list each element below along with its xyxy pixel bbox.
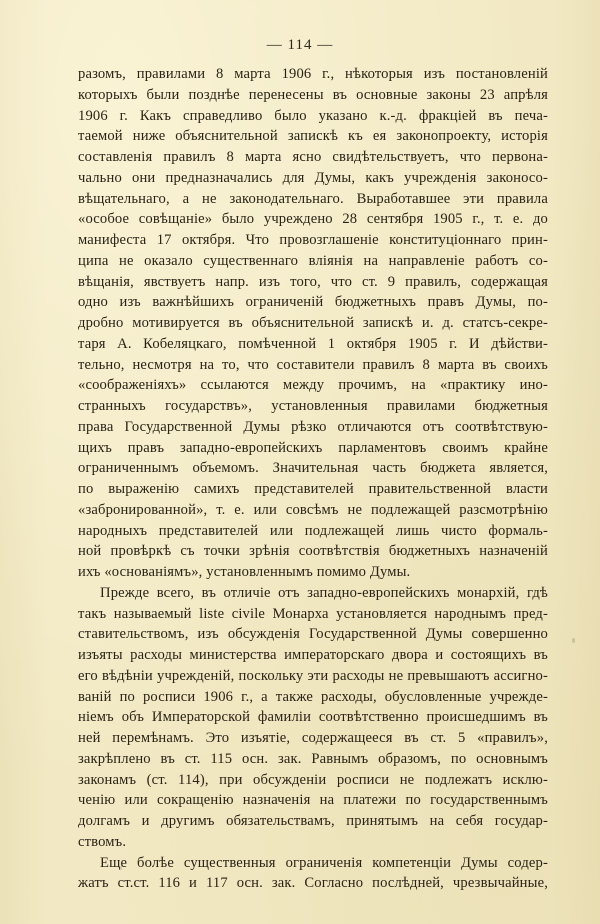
text-line: одно изъ важнѣйшихъ ограниченій бюджетныхъ правъ Думы, по- (78, 294, 548, 311)
paper-speck (120, 866, 122, 870)
text-line: «забронированной», т. е. или совсѣмъ не подлежащей разсмотрѣнію (78, 501, 548, 518)
text-line: такъ называемый liste civile Монарха установляется народнымъ пред- (78, 605, 548, 622)
text-line: составленія правилъ 8 марта ясно свидѣтельствуетъ, что первона- (78, 149, 548, 165)
text-line: народныхъ представителей или подлежащей лишь чисто формаль- (78, 522, 548, 539)
page-number: — 114 — (266, 37, 334, 53)
text-line: ваній по росписи 1906 г., а также расходы, обусловленные учрежде- (78, 688, 548, 705)
text-line: чально они предназначались для Думы, какъ учрежденія законосо- (78, 169, 548, 186)
text-line: долгамъ и другимъ обязательствамъ, принятымъ на себя государ- (78, 813, 548, 829)
text-line: права Государственной Думы рѣзко отличаются отъ соотвѣтствую- (78, 418, 548, 435)
text-line: тельно, несмотря на то, что составители правилъ 8 марта въ своихъ (78, 356, 548, 373)
text-line: странныхъ государствъ», установленныя правилами бюджетныя (78, 398, 548, 414)
text-line: ствомъ. (78, 833, 127, 850)
text-line: таря А. Кобеляцкаго, помѣченной 1 октября 1905 г. И дѣйстви- (78, 335, 548, 352)
text-line: 1906 г. Какъ справедливо было указано к.-д. фракціей въ печа- (78, 107, 548, 124)
body-text (78, 64, 548, 894)
text-line: Еще болѣе существенныя ограниченія компетенціи Думы содер- (100, 854, 548, 871)
text-line: изъяты расходы министерства императорскаго двора и состоящихъ въ (78, 647, 548, 663)
text-line: ихъ «основаніямъ», установленнымъ помимо Думы. (78, 564, 411, 580)
text-line: «соображеніяхъ» ссылаются между прочимъ, на «практику ино- (78, 377, 548, 394)
text-line: ной провѣркѣ съ точки зрѣнія соотвѣтствія бюджетныхъ назначеній (78, 543, 548, 560)
text-line: ніемъ объ Императорской фамиліи соотвѣтственно происшедшимъ въ (78, 709, 548, 726)
text-line: манифеста 17 октября. Что провозглашеніе конституціоннаго прин- (78, 232, 548, 248)
paper-speck (572, 638, 575, 643)
text-line: ограниченнымъ объемомъ. Значительная часть бюджета является, (78, 460, 548, 477)
paragraph-3 (78, 853, 548, 895)
text-line: вѣщательнаго, а не законодательнаго. Выработавшее эти правила (78, 190, 548, 207)
text-line: которыхъ были позднѣе перенесены въ основные законы 23 апрѣля (78, 86, 548, 103)
text-line: ставительствомъ, изъ обсужденія Государственной Думы совершенно (78, 626, 548, 643)
text-line: дробно мотивируется въ объяснительной запискѣ и. д. статсъ-секре- (78, 315, 548, 331)
text-line: законамъ (ст. 114), при обсужденіи росписи не подлежатъ исклю- (78, 771, 548, 788)
text-line: разомъ, правилами 8 марта 1906 г., нѣкоторыя изъ постановленій (78, 66, 548, 82)
text-line: ней перемѣнамъ. Это изъятіе, содержащееся въ ст. 5 «правилъ», (78, 730, 548, 746)
paragraph-2 (78, 583, 548, 853)
paragraph-1 (78, 64, 548, 583)
text-line: ципа не оказало существеннаго вліянія на направленіе работъ со- (78, 252, 548, 269)
text-line: по выраженію самихъ представителей правительственной власти (78, 481, 548, 497)
text-line: жатъ ст.ст. 116 и 117 осн. зак. Согласно послѣдней, чрезвычайные, (78, 875, 548, 892)
text-line: «особое совѣщаніе» было учреждено 28 сентября 1905 г., т. е. до (78, 211, 548, 228)
text-line: его вѣдѣніи учрежденій, поскольку эти расходы не превышаютъ ассигно- (78, 667, 548, 684)
text-line: закрѣплено въ ст. 115 осн. зак. Равнымъ образомъ, по основнымъ (78, 750, 548, 767)
text-line: щихъ правъ западно-европейскихъ парламентовъ своимъ крайне (78, 439, 548, 456)
text-line: вѣщанія, явствуетъ напр. изъ того, что ст. 9 правилъ, содержащая (78, 273, 548, 290)
text-line: ченію или сокращенію назначенія на платежи по государственнымъ (78, 792, 548, 809)
text-line: таемой ниже объяснительной запискѣ къ ея законопроекту, исторія (78, 128, 548, 145)
text-line: Прежде всего, въ отличіе отъ западно-европейскихъ монархій, гдѣ (100, 584, 548, 601)
